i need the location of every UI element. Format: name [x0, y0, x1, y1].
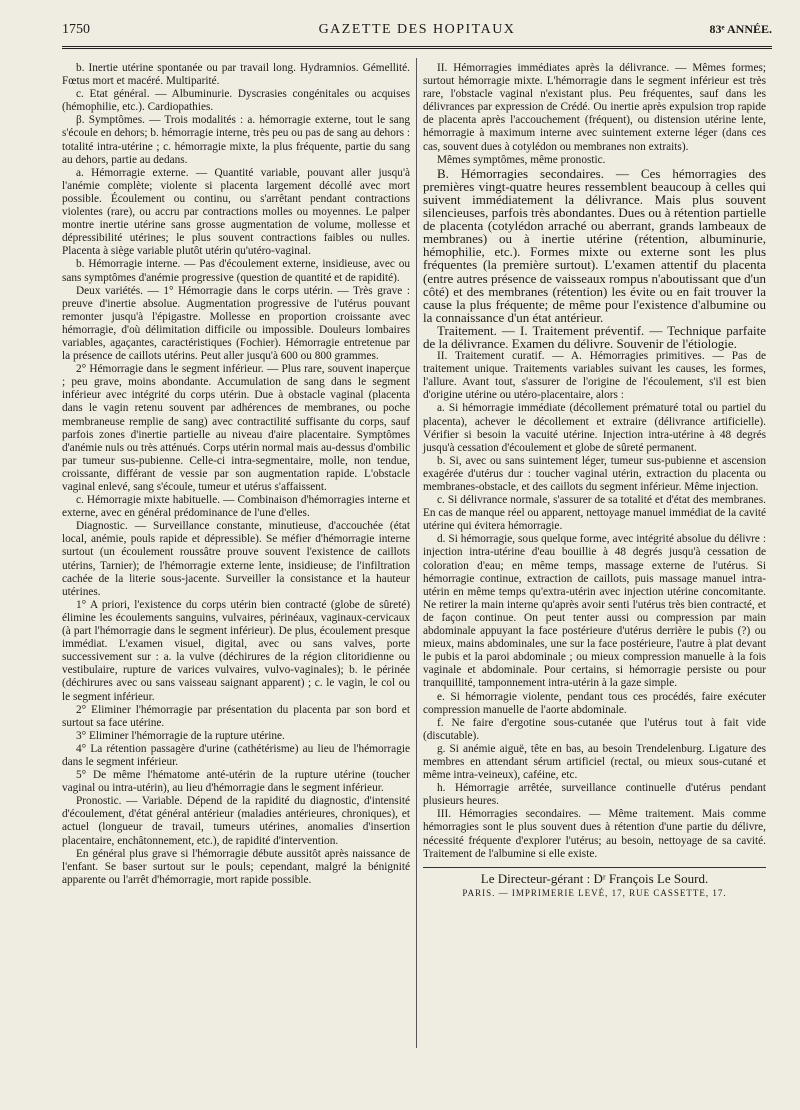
paragraph: Deux variétés. — 1° Hémorragie dans le corps utérin. — Très grave : preuve d'inertie absolue. Augmentation progressive de l'utérus pouvant remonter jusqu'à l'épigastre. Mollesse en proportion croissante avec hémorragie, d'où délimitation difficile ou impossible. Douleurs lombaires variables, agaçantes, caractéristiques (Fochier). Hémorragie entretenue par la présence de caillots utérins. Peut aller jusqu'à 600 ou 800 grammes. [62, 284, 410, 363]
paragraph: 3° Eliminer l'hémorragie de la rupture utérine. [76, 729, 285, 742]
year-label: 83ᵉ ANNÉE. [709, 22, 772, 36]
publisher-signature: Le Directeur-gérant : Dʳ François Le Sourd. [480, 870, 709, 886]
paragraph: Pronostic. — Variable. Dépend de la rapidité du diagnostic, d'intensité d'écoulement, d'état général antérieur (maladies antérieures, chroniques), et actuel (longueur de travail, tumeurs utérines, anomalies d'insertion placentaire, enchâtonnement, etc.), de rapidité d'intervention. [62, 795, 410, 847]
paragraph: b. Inertie utérine spontanée ou par travail long. Hydramnios. Gémellité. Fœtus mort et macéré. Multiparité. [62, 62, 410, 88]
paragraph: En général plus grave si l'hémorragie débute aussitôt après naissance de l'enfant. Se baser surtout sur le pouls; cependant, malgré la bénignité apparente ou l'arrêt d'hémorragie, mort rapide possible. [62, 847, 410, 886]
paragraph: g. Si anémie aiguë, tête en bas, au besoin Trendelenburg. Ligature des membres en attendant sérum artificiel (rectal, ou mieux sous-cutané et même intra-veineux), caféine, etc. [423, 742, 766, 782]
paragraph: b. Hémorragie interne. — Pas d'écoulement externe, insidieuse, avec ou sans symptômes d'anémie progressive (question de quantité et de rapidité). [62, 258, 410, 284]
paragraph: e. Si hémorragie violente, pendant tous ces procédés, faire exécuter compression manuelle de l'aorte abdominale. [423, 690, 766, 716]
paragraph: Mêmes symptômes, même pronostic. [437, 153, 606, 166]
paragraph: c. Si délivrance normale, s'assurer de sa totalité et d'état des membranes. En cas de manque réel ou apparent, nettoyage manuel immédiat de la cavité utérine qui évitera hémorragie. [423, 494, 766, 533]
paragraph: III. Hémorragies secondaires. — Même traitement. Mais comme hémorragies sont le plus souvent dues à rétention d'une partie du délivre, nécessité fréquente d'explorer l'utérus; au besoin, nettoyage de sa cavité. Traitement de l'albumine si elle existe. [423, 808, 766, 860]
paragraph: c. Hémorragie mixte habituelle. — Combinaison d'hémorragies interne et externe, avec en général prédominance de l'une d'elles. [62, 494, 410, 520]
paragraph: c. Etat général. — Albuminurie. Dyscrasies congénitales ou acquises (hémophilie, etc.). Cardiopathies. [62, 88, 410, 114]
paragraph: a. Si hémorragie immédiate (décollement prématuré total ou partiel du placenta), achever le décollement et extraire (délivrance artificielle). Vérifier si besoin la vacuité utérine. Injection intra-utérine à 48 degrés jusqu'à cessation d'écoulement et globe de sûreté permanent. [423, 402, 766, 454]
paragraph: II. Hémorragies immédiates après la délivrance. — Mêmes formes; surtout hémorragie mixte. L'hémorragie dans le segment inférieur est très rare, l'obstacle vaginal n'existant plus. Peu fréquentes, sauf dans les délivrances par expression de Crédé. Ou inertie après expulsion trop rapide de placenta après l'accouchement (fréquent), ou distension utérine lente, hémorragie à maximum interne avec suintement externe léger (dans ces cas, souvent dues à cotylédon ou membranes non extraits). [423, 62, 766, 153]
paragraph: β. Symptômes. — Trois modalités : a. hémorragie externe, tout le sang s'écoule en dehors; b. hémorragie interne, très peu ou pas de sang au dehors : totalité intra-utérine ; c. hémorragie mixte, la plus fréquente, partie du sang au dehors, partie au dedans. [62, 114, 410, 166]
paragraph: Diagnostic. — Surveillance constante, minutieuse, d'accouchée (état local, anémie, pouls rapide et dépressible). Se méfier d'hémorragie interne surtout (un écoulement roussâtre prouve souvent l'existence de caillots utérins, Tarnier); de l'hémorragie externe lente, insidieuse; de l'infiltration cachée de la literie sous-jacente. Surveiller la consistance et la hauteur utérines. [62, 520, 410, 598]
header-rule [62, 46, 772, 49]
section-heading-paragraph: B. Hémorragies secondaires. — Ces hémorragies des premières vingt-quatre heures ressemblent beaucoup à celles qui suivent immédiatement la délivrance. Mais plus souvent silencieuses, parfois très abondantes. Dues ou à rétention partielle de placenta (cotylédon arraché ou aberrant, grands lambeaux de membranes) ou à inertie utérine (rétention, albuminurie, hémophilie, etc.). Formes mixte ou externe sont les plus fréquentes (la première surtout). L'examen attentif du placenta (entre autres présence de vaisseaux rompus n'aboutissant que d'un côté) et des membranes (rétention) les évite ou en fait trouver la cause la plus fréquente; de même pour l'existence d'albumine ou la connaissance d'un état antérieur. [423, 165, 766, 325]
paragraph: II. Traitement curatif. — A. Hémorragies primitives. — Pas de traitement unique. Traitements variables suivant les causes, les formes, l'allure. Avant tout, s'assurer de l'origine de l'écoulement, s'il est bien d'origine utérine ou utéro-placentaire, alors : [423, 350, 766, 402]
paragraph: f. Ne faire d'ergotine sous-cutanée que l'utérus tout à fait vide (discutable). [423, 716, 766, 742]
paragraph: a. Hémorragie externe. — Quantité variable, pouvant aller jusqu'à l'anémie complète; violente si placenta largement décollé avec mort possible. Écoulement ou continu, ou s'arrêtant pendant contractions violentes (rare), ou accru par contractions molles ou moyennes. Le palper montre inertie utérine sans grosse augmentation de volume, mollesse et dépressibilité utérines; le plus souvent contractions faibles ou nulles. Placenta à siège variable plutôt utérin qu'utéro-vaginal. [62, 166, 410, 258]
left-column [62, 62, 410, 887]
journal-title: GAZETTE DES HOPITAUX [318, 22, 516, 37]
paragraph: 1° A priori, l'existence du corps utérin bien contracté (globe de sûreté) élimine les écoulements sanguins, vulvaires, périnéaux, vaginaux-cervicaux (à part l'hémorragie dans le segment inférieur). De plus, écoulement presque immédiat. L'examen visuel, digital, avec ou sans valves, porte successivement sur : a. la vulve (déchirures de la région clitoridienne ou vestibulaire, rupture de varices vulvaires, vulvo-vaginales); b. le périnée (déchirures avec ou sans vaisseau saignant apparent) ; c. le vagin, le col ou le segment inférieur. [62, 598, 410, 703]
paragraph: 2° Hémorragie dans le segment inférieur. — Plus rare, souvent inaperçue ; peu grave, moins abondante. Accumulation de sang dans le segment inférieur avec intégrité du corps utérin. Due à obstacle vaginal (placenta dans le vagin retenu souvent par adhérences de membranes, ou poche membraneuse remplie de sang) avec contractilité suffisante du corps, sauf parfois zones d'inertie partielle au niveau d'aire placentaire. Symptômes d'anémie nuls ou très atténués. Corps utérin normal mais au-dessus d'ombilic par tumeur sus-pubienne. Celle-ci intra-segmentaire, molle, non tendue, croissante, différant de vessie par son augmentation rapide. L'obstacle vaginal enlevé, sang s'écoule, tumeur et utérus s'affaissent. [62, 363, 410, 493]
page-header [62, 22, 772, 44]
printer-line: PARIS. — IMPRIMERIE LEVÉ, 17, RUE CASSETTE, 17. [462, 887, 727, 898]
paragraph: 5° De même l'hématome anté-utérin de la rupture utérine (toucher vaginal ou intra-utérin), au lieu d'hémorragie dans le segment inférieur. [62, 769, 410, 795]
column-divider [416, 58, 417, 1048]
section-heading-paragraph: Traitement. — I. Traitement préventif. — Technique parfaite de la délivrance. Examen du délivre. Souvenir de l'étiologie. [423, 322, 766, 351]
paragraph: 2° Eliminer l'hémorragie par présentation du placenta par son bord et surtout sa face utérine. [62, 703, 410, 729]
paragraph: h. Hémorragie arrêtée, surveillance continuelle d'utérus pendant plusieurs heures. [423, 782, 766, 808]
paragraph: d. Si hémorragie, sous quelque forme, avec intégrité absolue du délivre : injection intra-utérine d'eau bouillie à 48 degrés jusqu'à cessation de coloration d'eau; en même temps, massage externe de l'utérus. Si hémorragie continue, extraction de caillots, puis massage manuel intra-utérin en même temps qu'extra-utérin avec injection utérine concomitante. Ne retirer la main interne qu'après avoir senti l'utérus très bien contracté, et de façon continue. On peut tenter aussi ou compression par main abdominale appuyant la face postérieure d'utérus derrière le pubis (?) ou mieux, mains abdominales, une sur la face postérieure, l'autre à plat devant le pubis et la paroi abdominale ; ou mieux compression manuelle à la fois vaginale et abdominale. Pour certains, si hémorragie persiste ou pour tranquillité, tamponnement intra-utérin à la gaze simple. [423, 533, 766, 690]
right-column [423, 62, 766, 900]
paragraph: 4° La rétention passagère d'urine (cathétérisme) au lieu de l'hémorragie dans le segment inférieur. [62, 742, 410, 768]
paragraph: b. Si, avec ou sans suintement léger, tumeur sus-pubienne et ascension exagérée d'utérus dur : toucher vaginal utérin, extraction du placenta ou membranes-obstacle, et des caillots du segment inférieur. Même injection. [423, 454, 766, 493]
page-number: 1750 [62, 22, 90, 37]
